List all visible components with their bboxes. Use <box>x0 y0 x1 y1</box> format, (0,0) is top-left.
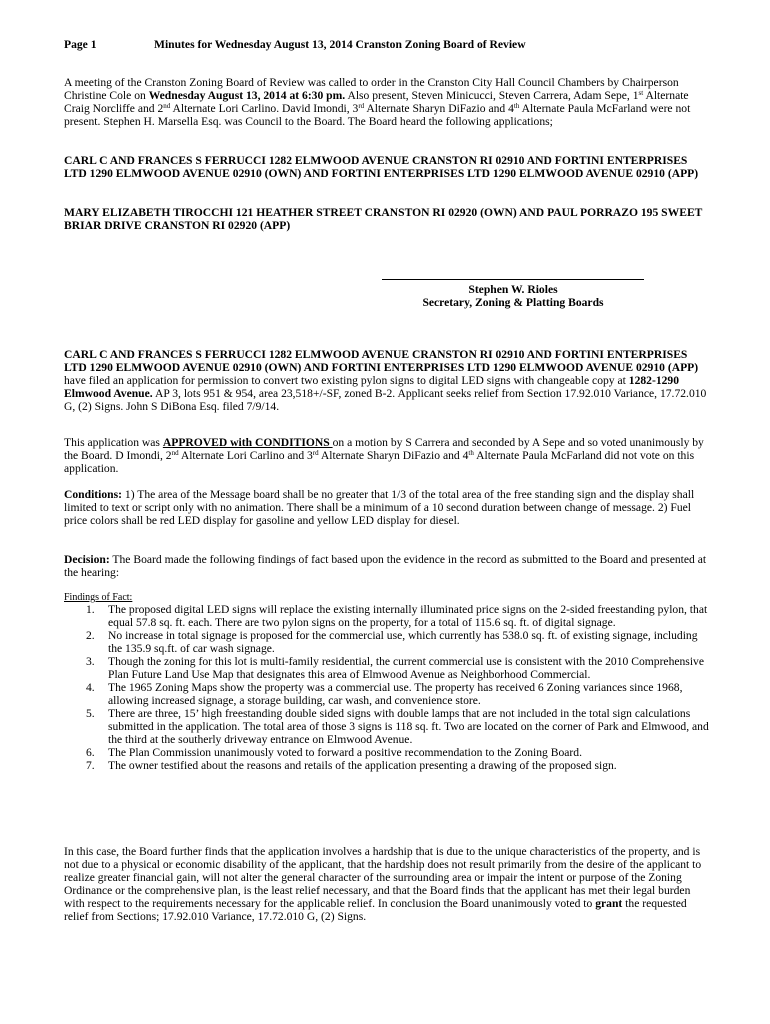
vote-paragraph: This application was APPROVED with CONDITIONS on a motion by S Carrera and seconded by A Sepe and so voted unanimously by the Board. D Imondi, 2nd Alternate Lori Carlino and 3rd Alternate Sharyn DiFazio and 4th Alternate Paula McFarland did not vote on this application. <box>64 436 704 475</box>
finding-item: 6. The Plan Commission unanimously voted to forward a positive recommendation to the Zoning Board. <box>86 746 582 759</box>
property-address: 1282-1290 Elmwood Avenue. <box>64 374 680 400</box>
conditions-label: Conditions: <box>64 488 122 501</box>
grant-word: grant <box>595 897 623 910</box>
signature-line <box>382 279 644 280</box>
signatory-name: Stephen W. Rioles <box>468 283 558 296</box>
finding-item: 2. No increase in total signage is proposed for the commercial use, which currently has 538.0 sq. ft. of existing signage, including the 135.9 sq.ft. of car wash signage. <box>86 629 698 655</box>
meeting-date: Wednesday August 13, 2014 at 6:30 pm. <box>148 89 346 102</box>
finding-item: 1. The proposed digital LED signs will replace the existing internally illuminated price signs on the 2-sided freestanding pylon, that equal 57.8 sq. ft. each. There are two pylon signs on the property, for a total of 115.6 sq. ft. of digital signage. <box>86 603 708 629</box>
agenda-item-tirocchi: MARY ELIZABETH TIROCCHI 121 HEATHER STREET CRANSTON RI 02920 (OWN) AND PAUL PORRAZO 195 SWEET BRIAR DRIVE CRANSTON RI 02920 (APP) <box>64 206 703 232</box>
intro-paragraph: A meeting of the Cranston Zoning Board of Review was called to order in the Cranston City Hall Council Chambers by Chairperson Christine Cole on Wednesday August 13, 2014 at 6:30 pm. Also present, Steven Minicucci, Steven Carrera, Adam Sepe, 1st Alternate Craig Norcliffe and 2nd Alternate Lori Carlino. David Imondi, 3rd Alternate Sharyn DiFazio and 4th Alternate Paula McFarland were not present. Stephen H. Marsella Esq. was Council to the Board. The Board heard the following applications; <box>64 76 691 128</box>
finding-item: 4. The 1965 Zoning Maps show the property was a commercial use. The property has received 6 Zoning variances since 1968, allowing increased signage, a storage building, car wash, and convenience store. <box>86 681 683 707</box>
finding-item: 7. The owner testified about the reasons and retails of the application presenting a drawing of the proposed sign. <box>86 759 617 772</box>
conditions-paragraph: Conditions: 1) The area of the Message board shall be no greater that 1/3 of the total area of the free standing sign and the display shall limited to text or script only with no animation. There shall be a minimum of a 10 second duration between change of message. 2) Fuel price colors shall be red LED display for gasoline and yellow LED display for diesel. <box>64 488 695 527</box>
decision-label: Decision: <box>64 553 110 566</box>
applicant-names: CARL C AND FRANCES S FERRUCCI 1282 ELMWOOD AVENUE CRANSTON RI 02910 AND FORTINI ENTERPRISES LTD 1290 ELMWOOD AVENUE 02910 (OWN) AND FORTINI ENTERPRISES LTD 1290 ELMWOOD AVENUE 02910 (APP) <box>64 348 699 374</box>
decision-paragraph: Decision: The Board made the following findings of fact based upon the evidence in the record as submitted to the Board and presented at the hearing: <box>64 553 707 579</box>
conclusion-paragraph: In this case, the Board further finds that the application involves a hardship that is due to the unique characteristics of the property, and is not due to a physical or economic disability of the applicant, that the hardship does not result primarily from the desire of the applicant to realize greater financial gain, will not alter the general character of the surrounding area or impair the intent or purpose of the Zoning Ordinance or the comprehensive plan, is the least relief necessary, and that the Board finds that the applicant has met their legal burden with respect to the requirements necessary for the applicable relief. In conclusion the Board unanimously voted to grant the requested relief from Sections; 17.92.010 Variance, 17.72.010 G, (2) Signs. <box>64 845 702 923</box>
findings-list <box>64 603 714 772</box>
findings-heading: Findings of Fact: <box>64 592 133 603</box>
finding-item: 5. There are three, 15’ high freestanding double sided signs with double lamps that are not included in the total sign calculations submitted in the application. The total area of those 3 signs is 118 sq. ft. Two are located on the corner of Park and Elmwood, and the third at the southerly driveway entrance on Elmwood Avenue. <box>86 707 709 746</box>
minutes-title: Minutes for Wednesday August 13, 2014 Cranston Zoning Board of Review <box>154 38 526 51</box>
page-number: Page 1 <box>64 38 97 51</box>
agenda-item-ferrucci: CARL C AND FRANCES S FERRUCCI 1282 ELMWOOD AVENUE CRANSTON RI 02910 AND FORTINI ENTERPRISES LTD 1290 ELMWOOD AVENUE 02910 (OWN) AND FORTINI ENTERPRISES LTD 1290 ELMWOOD AVENUE 02910 (APP) <box>64 154 699 180</box>
approval-status: APPROVED with CONDITIONS <box>162 436 333 449</box>
page-header <box>64 38 526 51</box>
application-paragraph: CARL C AND FRANCES S FERRUCCI 1282 ELMWOOD AVENUE CRANSTON RI 02910 AND FORTINI ENTERPRISES LTD 1290 ELMWOOD AVENUE 02910 (OWN) AND FORTINI ENTERPRISES LTD 1290 ELMWOOD AVENUE 02910 (APP) have filed an application for permission to convert two existing pylon signs to digital LED signs with changeable copy at 1282-1290 Elmwood Avenue. AP 3, lots 951 & 954, area 23,518+/-SF, zoned B-2. Applicant seeks relief from Section 17.92.010 Variance, 17.72.010 G, (2) Signs. John S DiBona Esq. filed 7/9/14. <box>64 348 707 413</box>
finding-item: 3. Though the zoning for this lot is multi-family residential, the current commercial use is consistent with the 2010 Comprehensive Plan Future Land Use Map that designates this area of Elmwood Avenue as Neighborhood Commercial. <box>86 655 704 681</box>
signatory-title: Secretary, Zoning & Platting Boards <box>422 296 604 309</box>
